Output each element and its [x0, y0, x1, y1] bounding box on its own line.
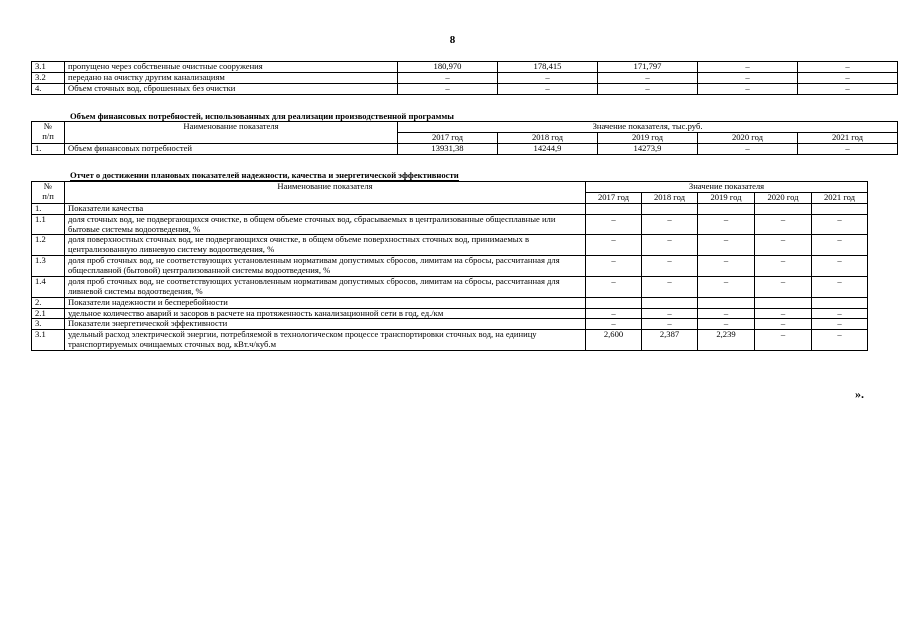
table-row — [32, 308, 868, 319]
row-value-cell: – — [398, 83, 498, 94]
row-value-cell: – — [698, 319, 755, 330]
financial-needs-caption: Объем финансовых потребностей, использованных для реализации производственной программы — [70, 111, 454, 121]
row-value-cell — [812, 203, 868, 214]
row-value-cell: 14273,9 — [598, 143, 698, 154]
row-value-cell: – — [642, 256, 698, 277]
row-value-cell — [642, 297, 698, 308]
table-row — [32, 62, 898, 73]
row-value-cell: – — [642, 276, 698, 297]
column-header-name: Наименование показателя — [65, 182, 586, 204]
row-value-cell — [698, 203, 755, 214]
row-value-cell — [755, 203, 812, 214]
table-row — [32, 256, 868, 277]
row-value-cell: – — [698, 214, 755, 235]
table-row — [32, 235, 868, 256]
financial-needs-table — [31, 121, 898, 155]
column-header-number: № п/п — [32, 122, 65, 144]
row-number: 3.1 — [32, 330, 65, 351]
row-indicator-name: доля проб сточных вод, не соответствующих установленным нормативам допустимых сбросов, лимитам на сбросы, рассчитанная для ливневой системы водоотведения, % — [65, 276, 586, 297]
targets-report-caption: Отчет о достижении плановых показателей надежности, качества и энергетической эффективности — [70, 170, 459, 180]
row-value-cell: – — [698, 235, 755, 256]
row-value-cell: – — [698, 143, 798, 154]
row-value-cell — [642, 203, 698, 214]
row-value-cell: – — [755, 319, 812, 330]
row-value-cell: – — [642, 319, 698, 330]
row-value-cell: – — [586, 214, 642, 235]
column-header-value: Значение показателя — [586, 182, 868, 193]
row-value-cell: – — [498, 72, 598, 83]
row-number: 3.2 — [32, 72, 65, 83]
row-value-cell: – — [798, 83, 898, 94]
row-value-cell — [812, 297, 868, 308]
column-header-year: 2019 год — [598, 132, 698, 143]
row-value-cell: 178,415 — [498, 62, 598, 73]
row-value-cell: – — [586, 256, 642, 277]
row-value-cell: – — [798, 72, 898, 83]
row-value-cell: 2,600 — [586, 330, 642, 351]
table-row — [32, 276, 868, 297]
row-value-cell: – — [798, 62, 898, 73]
row-value-cell: 2,387 — [642, 330, 698, 351]
row-value-cell — [755, 297, 812, 308]
row-number: 1.4 — [32, 276, 65, 297]
page-number: 8 — [449, 34, 456, 46]
row-indicator-name: удельный расход электрической энергии, потребляемой в технологическом процессе транспортировки сточных вод, на единицу транспортируемых очищаемых сточных вод, кВт.ч/куб.м — [65, 330, 586, 351]
row-indicator-name: доля проб сточных вод, не соответствующих установленным нормативам допустимых сбросов, лимитам на сбросы, рассчитанная для общесплавной (бытовой) централизованной системы водоотведения, % — [65, 256, 586, 277]
row-value-cell: – — [698, 83, 798, 94]
row-value-cell: – — [798, 143, 898, 154]
column-header-year: 2020 год — [698, 132, 798, 143]
table-row — [32, 214, 868, 235]
row-number: 1.3 — [32, 256, 65, 277]
row-value-cell: – — [642, 214, 698, 235]
row-value-cell: – — [755, 235, 812, 256]
column-header-year: 2018 год — [498, 132, 598, 143]
row-indicator-name: Показатели качества — [65, 203, 586, 214]
table-row — [32, 297, 868, 308]
row-value-cell: – — [598, 83, 698, 94]
row-number: 1.2 — [32, 235, 65, 256]
row-value-cell: – — [642, 308, 698, 319]
row-value-cell: – — [812, 256, 868, 277]
row-indicator-name: удельное количество аварий и засоров в расчете на протяженность канализационной сети в год, ед./км — [65, 308, 586, 319]
row-number: 1. — [32, 143, 65, 154]
wastewater-volume-table — [31, 61, 898, 95]
column-header-year: 2019 год — [698, 192, 755, 203]
row-indicator-name: Показатели надежности и бесперебойности — [65, 297, 586, 308]
row-value-cell: – — [812, 214, 868, 235]
row-value-cell: – — [755, 276, 812, 297]
row-value-cell: 14244,9 — [498, 143, 598, 154]
row-indicator-name: Объем финансовых потребностей — [65, 143, 398, 154]
column-header-number: № п/п — [32, 182, 65, 204]
row-indicator-name: передано на очистку другим канализациям — [65, 72, 398, 83]
table-row — [32, 203, 868, 214]
row-indicator-name: пропущено через собственные очистные сооружения — [65, 62, 398, 73]
row-value-cell: – — [755, 330, 812, 351]
row-value-cell: – — [642, 235, 698, 256]
row-value-cell: – — [698, 276, 755, 297]
table-row — [32, 83, 898, 94]
row-number: 3.1 — [32, 62, 65, 73]
row-value-cell: – — [698, 308, 755, 319]
row-value-cell — [586, 203, 642, 214]
row-indicator-name: Объем сточных вод, сброшенных без очистки — [65, 83, 398, 94]
table-row — [32, 330, 868, 351]
row-value-cell: 2,239 — [698, 330, 755, 351]
row-value-cell: – — [812, 319, 868, 330]
row-value-cell: – — [586, 308, 642, 319]
table-row — [32, 72, 898, 83]
row-value-cell: – — [755, 214, 812, 235]
row-value-cell: – — [498, 83, 598, 94]
row-value-cell: – — [755, 256, 812, 277]
row-value-cell: – — [598, 72, 698, 83]
row-value-cell: – — [698, 62, 798, 73]
column-header-name: Наименование показателя — [65, 122, 398, 144]
column-header-year: 2018 год — [642, 192, 698, 203]
row-value-cell: – — [698, 256, 755, 277]
table-row — [32, 143, 898, 154]
row-number: 3. — [32, 319, 65, 330]
row-value-cell: – — [586, 276, 642, 297]
table-row — [32, 319, 868, 330]
row-value-cell: – — [586, 319, 642, 330]
row-number: 1. — [32, 203, 65, 214]
row-value-cell — [698, 297, 755, 308]
row-number: 1.1 — [32, 214, 65, 235]
row-value-cell: – — [698, 72, 798, 83]
row-number: 4. — [32, 83, 65, 94]
row-value-cell: 13931,38 — [398, 143, 498, 154]
closing-quote-mark: ». — [855, 387, 864, 401]
row-indicator-name: доля сточных вод, не подвергающихся очистке, в общем объеме сточных вод, сбрасываемых в централизованные общесплавные или бытовые системы водоотведения, % — [65, 214, 586, 235]
targets-report-table — [31, 181, 868, 351]
row-value-cell: – — [755, 308, 812, 319]
row-number: 2.1 — [32, 308, 65, 319]
column-header-year: 2020 год — [755, 192, 812, 203]
row-value-cell: – — [812, 330, 868, 351]
column-header-year: 2017 год — [586, 192, 642, 203]
row-value-cell — [586, 297, 642, 308]
row-value-cell: – — [812, 276, 868, 297]
column-header-year: 2017 год — [398, 132, 498, 143]
row-value-cell: 180,970 — [398, 62, 498, 73]
row-value-cell: – — [398, 72, 498, 83]
row-value-cell: – — [812, 235, 868, 256]
row-indicator-name: Показатели энергетической эффективности — [65, 319, 586, 330]
column-header-year: 2021 год — [812, 192, 868, 203]
row-value-cell: – — [586, 235, 642, 256]
column-header-year: 2021 год — [798, 132, 898, 143]
row-indicator-name: доля поверхностных сточных вод, не подвергающихся очистке, в общем объеме поверхностных сточных вод, принимаемых в централизованную ливневую систему водоотведения, % — [65, 235, 586, 256]
row-value-cell: 171,797 — [598, 62, 698, 73]
row-number: 2. — [32, 297, 65, 308]
column-header-value: Значение показателя, тыс.руб. — [398, 122, 898, 133]
row-value-cell: – — [812, 308, 868, 319]
